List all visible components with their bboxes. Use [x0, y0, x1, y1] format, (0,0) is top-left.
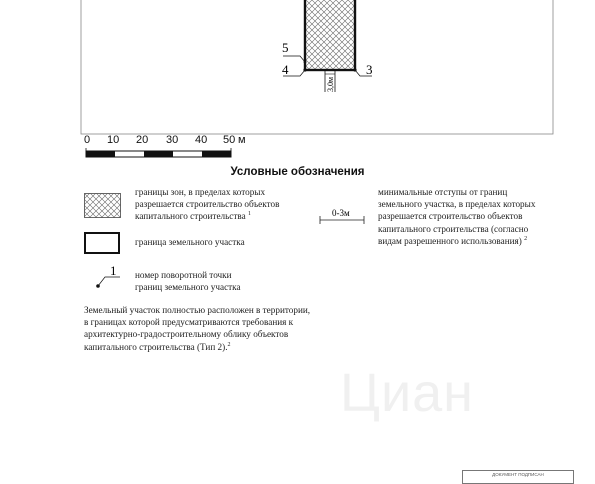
legend-zone-text: границы зон, в пределах которых разрешается строительство объектов капитального строительства $^1$ — [135, 187, 280, 222]
legend-point-label: 1 — [110, 263, 117, 278]
scale-bar — [0, 0, 595, 160]
legend-boundary-text: граница земельного участка — [135, 237, 245, 247]
legend-point-sample — [92, 262, 132, 294]
scale-tick-10: 10 — [107, 134, 120, 146]
footnote-text: Земельный участок полностью расположен в территории, в границах которой предусматриваются требования к архитектурно-градостроительному облику объектов капитального строительства (Тип 2).$^2$ — [84, 305, 311, 352]
legend-boundary-sample — [84, 232, 120, 254]
point-label-4: 4 — [282, 62, 289, 77]
legend-title: Условные обозначения — [230, 166, 365, 178]
scale-tick-30: 30 — [166, 134, 179, 146]
legend-point-text: номер поворотной точки границ земельного участка — [135, 270, 241, 293]
legend-setback-sample — [318, 205, 368, 227]
scale-tick-40: 40 — [195, 134, 208, 146]
point-label-5: 5 — [282, 40, 289, 55]
scale-tick-50: 50 — [223, 134, 236, 146]
signature-stamp: ДОКУМЕНТ ПОДПИСАН — [462, 470, 574, 484]
setback-label: 3,0м — [326, 76, 335, 92]
legend-setback-text: минимальные отступы от границ земельного участка, в пределах которых разрешается строительство объектов капитального строительства (согласно видам разрешенного использования) $^2$ — [378, 187, 536, 246]
scale-unit: м — [238, 134, 246, 146]
legend-setback-label: 0-3м — [332, 208, 350, 218]
scale-tick-0: 0 — [84, 134, 91, 146]
legend-zone-sample — [84, 193, 121, 218]
watermark: Циан — [340, 363, 474, 423]
point-label-3: 3 — [366, 62, 373, 77]
scale-tick-20: 20 — [136, 134, 149, 146]
